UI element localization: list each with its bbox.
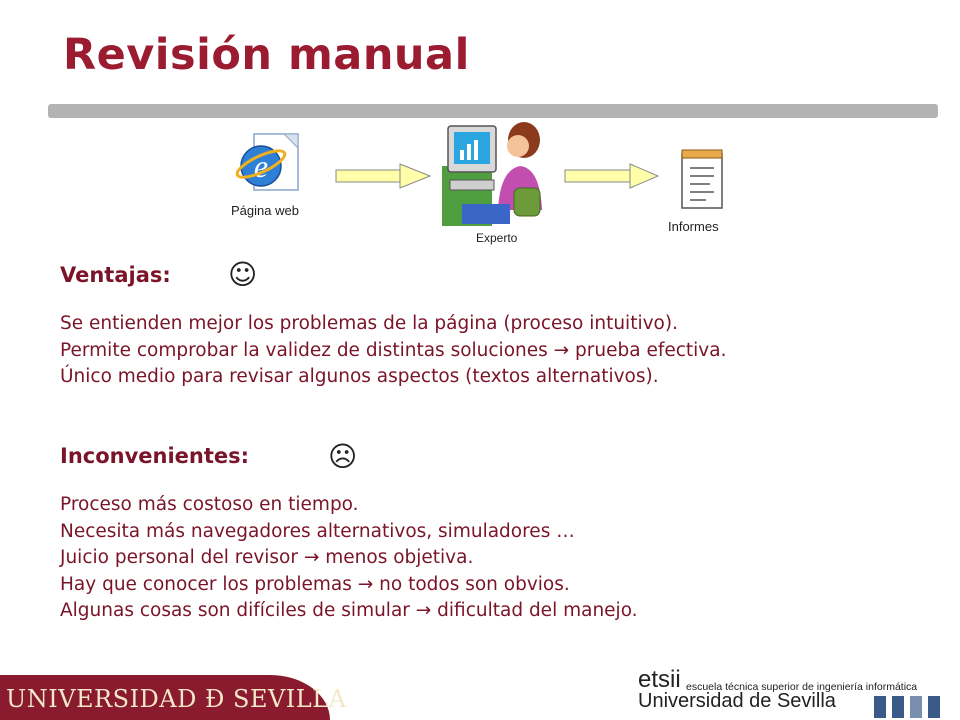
university-bars-icon <box>874 696 944 718</box>
list-item: Permite comprobar la validez de distintas soluciones → prueba efectiva. <box>60 339 727 361</box>
list-item: Único medio para revisar algunos aspectos (textos alternativos). <box>60 366 659 387</box>
list-item: Algunas cosas son difíciles de simular → dificultad del manejo. <box>60 600 638 621</box>
etsii-logo <box>636 668 956 720</box>
arrow-right-icon-1 <box>336 164 430 188</box>
expert-icon <box>442 122 542 226</box>
advantages-list <box>60 311 726 391</box>
university-banner <box>0 675 347 720</box>
web-page-icon <box>234 134 298 190</box>
process-diagram <box>0 0 960 260</box>
web-page-label: Página web <box>231 203 299 218</box>
report-icon <box>682 150 722 208</box>
etsii-wordmark: etsii <box>638 666 681 693</box>
arrow-right-icon-2 <box>565 164 658 188</box>
list-item: Se entienden mejor los problemas de la página (proceso intuitivo). <box>60 313 678 334</box>
frowning-face-icon: ☹ <box>328 440 358 473</box>
expert-label: Experto <box>476 231 518 245</box>
university-name-2: Universidad de Sevilla <box>638 690 836 712</box>
list-item: Proceso más costoso en tiempo. <box>60 494 359 515</box>
list-item: Hay que conocer los problemas → no todos son obvios. <box>60 573 570 595</box>
disadvantages-heading: Inconvenientes: <box>60 444 250 468</box>
list-item: Juicio personal del revisor → menos objetiva. <box>60 547 474 568</box>
smiley-face-icon: ☺ <box>228 258 258 291</box>
svg-text:e: e <box>253 148 269 184</box>
advantages-heading: Ventajas: <box>60 263 171 287</box>
school-name: escuela técnica superior de ingeniería informática <box>686 681 918 693</box>
slide-title: Revisión manual <box>63 30 470 80</box>
reports-label: Informes <box>668 219 719 234</box>
list-item: Necesita más navegadores alternativos, simuladores … <box>60 520 575 542</box>
disadvantages-list <box>60 492 638 625</box>
university-name: UNIVERSIDAD Ð SEVILLA <box>6 685 347 713</box>
